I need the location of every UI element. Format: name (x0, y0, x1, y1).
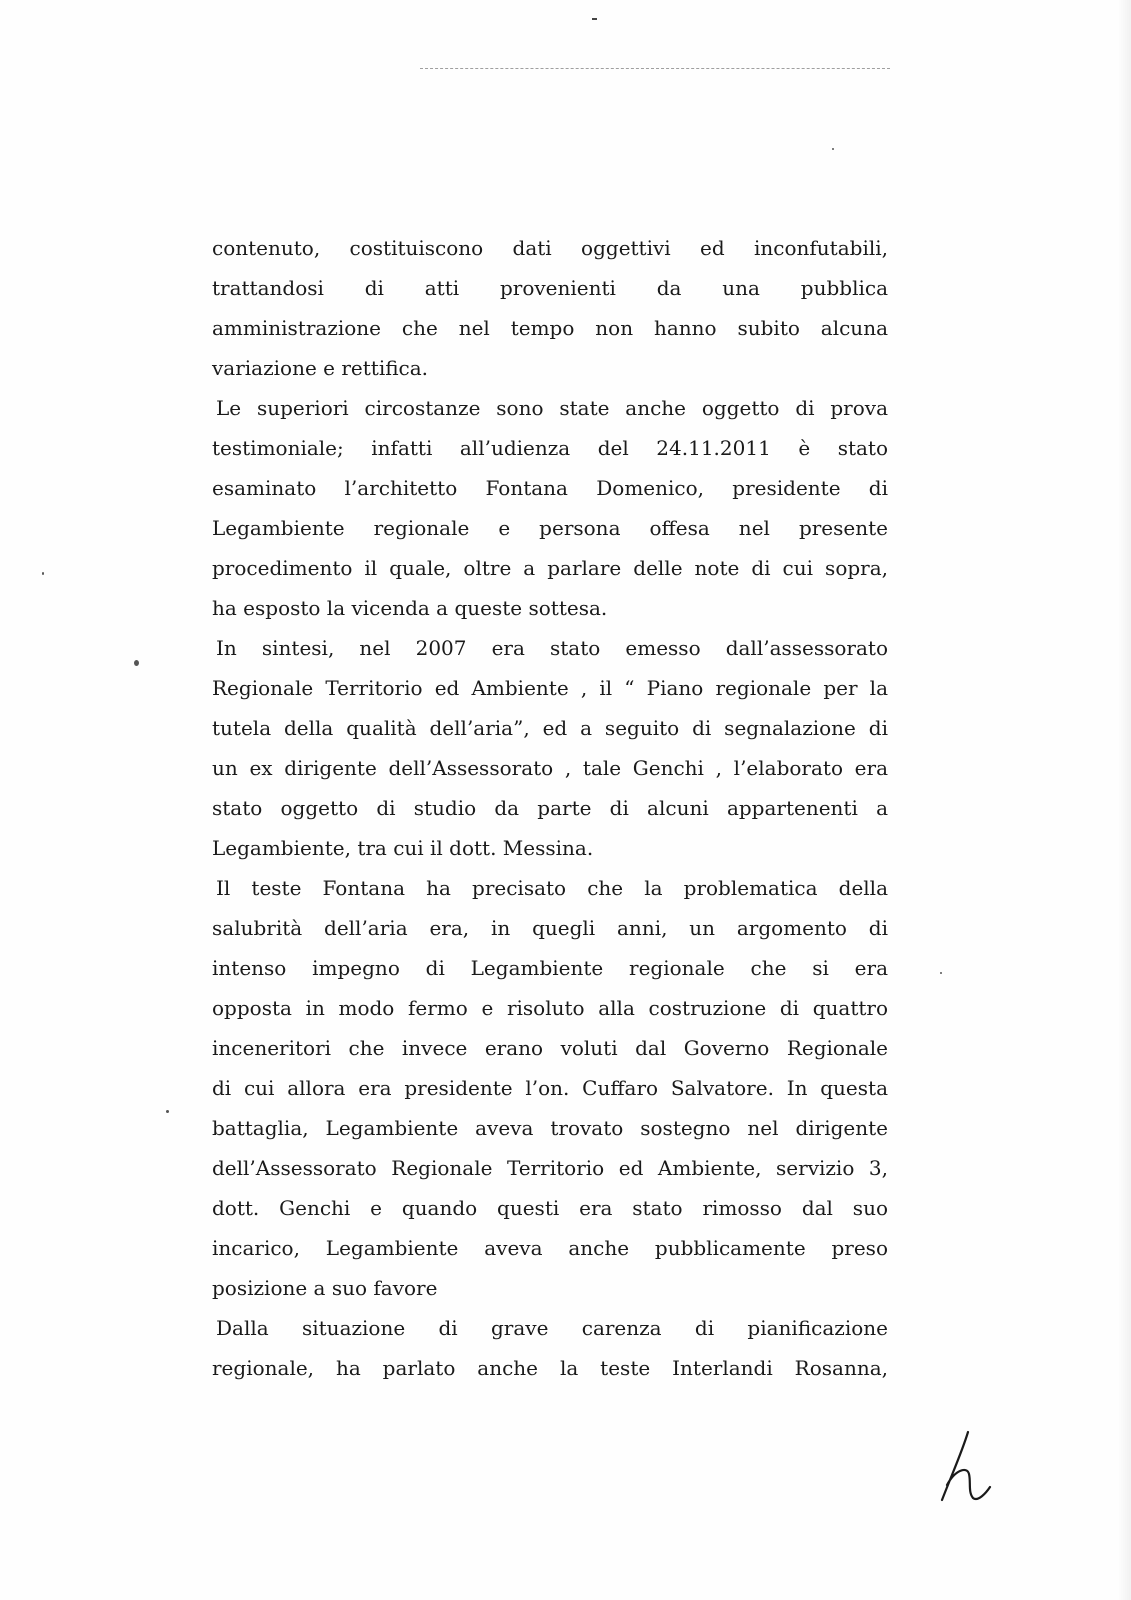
text-line: Legambiente, tra cui il dott. Messina. (212, 836, 594, 860)
header-rule (420, 68, 890, 69)
text-line: Dalla situazione di grave carenza di pianificazione (216, 1316, 888, 1340)
scan-speck (134, 660, 139, 666)
text-line: inceneritori che invece erano voluti dal Governo Regionale (212, 1036, 888, 1060)
scan-speck (940, 972, 942, 974)
text-line: tutela della qualità dell’aria”, ed a seguito di segnalazione di (212, 716, 888, 740)
text-line: posizione a suo favore (212, 1276, 438, 1300)
scan-mark (592, 18, 597, 20)
text-line: amministrazione che nel tempo non hanno subito alcuna (212, 316, 888, 340)
text-line: Regionale Territorio ed Ambiente , il “ Piano regionale per la (212, 676, 888, 700)
text-line: stato oggetto di studio da parte di alcuni appartenenti a (212, 796, 888, 820)
text-line: trattandosi di atti provenienti da una pubblica (212, 276, 888, 300)
scan-speck (42, 572, 44, 575)
text-line: incarico, Legambiente aveva anche pubblicamente preso (212, 1236, 888, 1260)
scan-speck (166, 1110, 169, 1113)
text-line: dott. Genchi e quando questi era stato rimosso dal suo (212, 1196, 888, 1220)
text-line: contenuto, costituiscono dati oggettivi ed inconfutabili, (212, 236, 888, 260)
text-line: opposta in modo fermo e risoluto alla costruzione di quattro (212, 996, 888, 1020)
text-line: In sintesi, nel 2007 era stato emesso dall’assessorato (216, 636, 888, 660)
text-line: Il teste Fontana ha precisato che la problematica della (216, 876, 888, 900)
text-line: Le superiori circostanze sono state anche oggetto di prova (216, 396, 888, 420)
handwritten-initial (938, 1430, 998, 1502)
scan-speck (832, 148, 834, 150)
text-line: regionale, ha parlato anche la teste Interlandi Rosanna, (212, 1356, 888, 1380)
text-line: ha esposto la vicenda a queste sottesa. (212, 596, 608, 620)
document-body (212, 228, 888, 1388)
text-line: intenso impegno di Legambiente regionale che si era (212, 956, 888, 980)
text-line: di cui allora era presidente l’on. Cuffaro Salvatore. In questa (212, 1076, 888, 1100)
text-line: dell’Assessorato Regionale Territorio ed Ambiente, servizio 3, (212, 1156, 888, 1180)
text-line: un ex dirigente dell’Assessorato , tale Genchi , l’elaborato era (212, 756, 888, 780)
text-line: variazione e rettifica. (212, 356, 429, 380)
text-line: testimoniale; infatti all’udienza del 24.11.2011 è stato (212, 436, 888, 460)
text-line: esaminato l’architetto Fontana Domenico, presidente di (212, 476, 888, 500)
text-line: procedimento il quale, oltre a parlare delle note di cui sopra, (212, 556, 888, 580)
scan-edge-shadow (1117, 0, 1131, 1600)
text-line: battaglia, Legambiente aveva trovato sostegno nel dirigente (212, 1116, 888, 1140)
text-line: Legambiente regionale e persona offesa nel presente (212, 516, 888, 540)
text-line: salubrità dell’aria era, in quegli anni, un argomento di (212, 916, 888, 940)
